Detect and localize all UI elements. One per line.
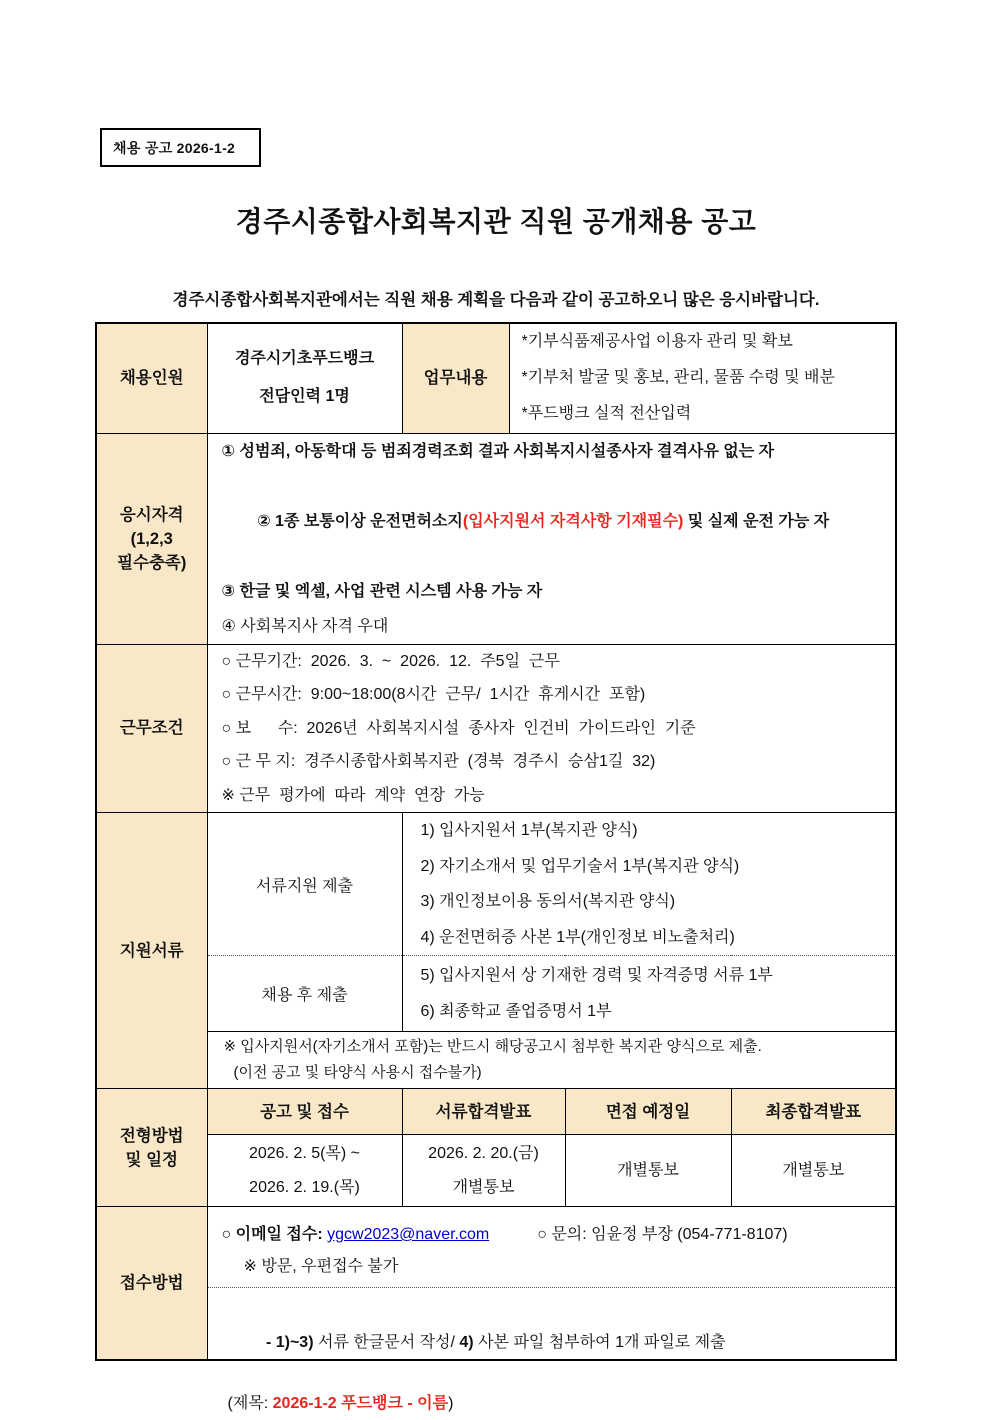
header-schedule: [96, 1089, 207, 1207]
eligibility-label-line: 필수충족): [117, 553, 187, 572]
header-documents: 지원서류: [96, 813, 207, 1089]
schedule-doc-result: [402, 1135, 565, 1207]
recruitment-table: [95, 322, 897, 1412]
file-instruction-text: 4): [459, 1334, 474, 1351]
eligibility-item: ④ 사회복지사 자격 우대: [221, 617, 389, 635]
file-instruction-text: 서류 한글문서 작성/: [313, 1334, 460, 1351]
eligibility-cell: [207, 433, 896, 644]
subject-required-format: 2026-1-2 푸드뱅크 - 이름: [272, 1395, 449, 1412]
eligibility-item-text: 및 실제 운전 가능 자: [683, 512, 830, 530]
schedule-col-header-notice: 공고 및 접수: [207, 1089, 402, 1135]
position-line: 전담인력 1명: [259, 388, 350, 406]
header-eligibility: [96, 433, 207, 644]
position-cell: [207, 323, 402, 433]
docs-after-cell: [402, 956, 896, 1032]
work-line: ○ 근무기간: 2026. 3. ~ 2026. 12. 주5일 근무: [221, 652, 560, 670]
page-title: 경주시종합사회복지관 직원 공개채용 공고: [235, 206, 757, 237]
docs-before-cell: [402, 813, 896, 956]
schedule-final: 개별통보: [731, 1135, 896, 1207]
eligibility-item-text: ② 1종 보통이상 운전면허소지: [257, 512, 463, 530]
doc-item: 6) 최종학교 졸업증명서 1부: [420, 1002, 612, 1020]
position-line: 경주시기초푸드뱅크: [234, 350, 375, 368]
doc-item: 4) 운전면허증 사본 1부(개인정보 비노출처리): [420, 928, 735, 946]
contact-info: ○ 문의: 임윤정 부장 (054-771-8107): [537, 1226, 788, 1243]
schedule-label-line: 전형방법: [119, 1126, 184, 1145]
schedule-col-header-interview: 면접 예정일: [565, 1089, 731, 1135]
duty-line: *기부식품제공사업 이용자 관리 및 확보: [521, 333, 793, 351]
doc-item: 2) 자기소개서 및 업무기술서 1부(복지관 양식): [420, 857, 740, 875]
header-duty: 업무내용: [402, 323, 509, 433]
eligibility-item-required-note: (입사지원서 자격사항 기재필수): [462, 512, 684, 530]
doc-item: 3) 개인정보이용 동의서(복지관 양식): [420, 893, 676, 910]
work-line: ○ 보 수: 2026년 사회복지시설 종사자 인건비 가이드라인 기준: [221, 719, 696, 737]
schedule-date-line: 2026. 2. 5(목) ~: [248, 1144, 361, 1162]
subject-text: ): [448, 1395, 454, 1412]
schedule-col-header-doc-result: 서류합격발표: [402, 1089, 565, 1135]
schedule-date-line: 2026. 2. 20.(금): [428, 1144, 539, 1162]
header-recruit-count: 채용인원: [96, 323, 207, 433]
work-conditions-cell: [207, 644, 896, 813]
header-work-conditions: 근무조건: [96, 644, 207, 813]
file-instruction-text: 사본 파일 첨부하여 1개 파일로 제출: [473, 1334, 726, 1351]
header-apply-method: 접수방법: [96, 1207, 207, 1361]
apply-email-line: [222, 1220, 896, 1250]
no-visit-note: ※ 방문, 우편접수 불가: [243, 1258, 399, 1275]
email-subject-line: [222, 1388, 896, 1420]
schedule-date-line: 개별통보: [452, 1178, 515, 1196]
eligibility-label-line: (1,2,3: [130, 529, 173, 548]
schedule-notice-period: [207, 1135, 402, 1207]
work-line: ○ 근 무 지: 경주시종합사회복지관 (경북 경주시 승삼1길 32): [221, 753, 656, 770]
file-instruction-line: [222, 1298, 896, 1388]
duties-cell: [509, 323, 896, 433]
email-label: ○ 이메일 접수:: [221, 1226, 328, 1243]
eligibility-item: ① 성범죄, 아동학대 등 범죄경력조회 결과 사회복지시설종사자 결격사유 없는 자: [221, 442, 775, 460]
eligibility-label-line: 응시자격: [119, 505, 184, 524]
notice-number-box: [100, 128, 261, 167]
work-line: ※ 근무 평가에 따라 계약 연장 가능: [221, 786, 485, 804]
duty-line: *푸드뱅크 실적 전산입력: [521, 405, 692, 423]
subject-text: (제목:: [227, 1395, 273, 1412]
apply-file-section: [208, 1287, 896, 1412]
apply-method-cell: [207, 1207, 896, 1412]
file-instruction-text: - 1)~3): [265, 1334, 314, 1351]
duty-line: *기부처 발굴 및 홍보, 관리, 물품 수령 및 배분: [521, 369, 835, 387]
docs-before-label: 서류지원 제출: [207, 813, 402, 956]
doc-item: 5) 입사지원서 상 기재한 경력 및 자격증명 서류 1부: [420, 967, 773, 984]
schedule-label-line: 및 일정: [125, 1150, 178, 1169]
intro-text: 경주시종합사회복지관에서는 직원 채용 계획을 다음과 같이 공고하오니 많은 응시바랍니다.: [172, 291, 820, 309]
docs-note-line: ※ 입사지원서(자기소개서 포함)는 반드시 해당공고시 첨부한 복지관 양식으로 제출.: [223, 1038, 762, 1055]
schedule-col-header-final: 최종합격발표: [731, 1089, 896, 1135]
docs-after-label: 채용 후 제출: [207, 956, 402, 1032]
email-link[interactable]: ygcw2023@naver.com: [327, 1226, 490, 1243]
eligibility-item: [208, 469, 896, 574]
notice-number-label: 채용 공고 2026-1-2: [113, 139, 236, 156]
doc-item: 1) 입사지원서 1부(복지관 양식): [420, 822, 638, 839]
schedule-interview: 개별통보: [565, 1135, 731, 1207]
work-line: ○ 근무시간: 9:00~18:00(8시간 근무/ 1시간 휴게시간 포함): [221, 686, 646, 703]
apply-email-section: [208, 1207, 896, 1287]
schedule-date-line: 2026. 2. 19.(목): [249, 1178, 360, 1196]
eligibility-item: ③ 한글 및 엑셀, 사업 관련 시스템 사용 가능 자: [221, 582, 543, 600]
docs-note-line: (이전 공고 및 타양식 사용시 접수불가): [233, 1064, 482, 1081]
docs-note-cell: [207, 1032, 896, 1089]
